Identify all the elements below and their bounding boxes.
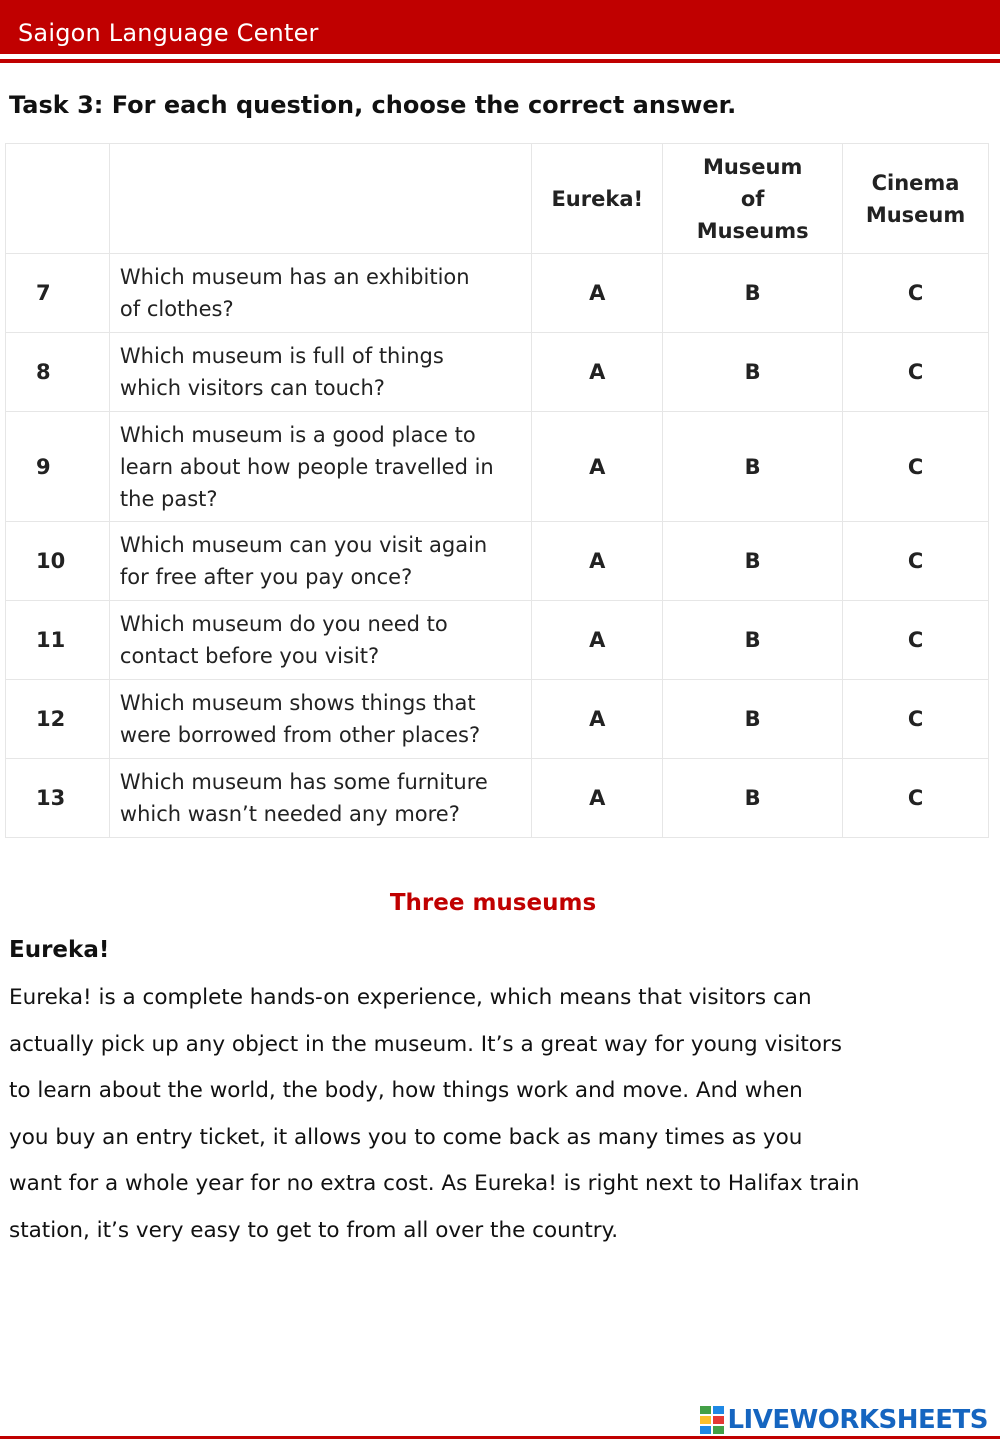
- passage-line: station, it’s very easy to get to from all over the country.: [9, 1217, 619, 1243]
- column-header-line: Eureka!: [551, 186, 644, 211]
- question-text-line: Which museum has some furniture: [119, 770, 488, 794]
- answer-option-b[interactable]: B: [663, 333, 843, 412]
- answer-option-a[interactable]: A: [532, 412, 663, 522]
- column-header-line: of: [740, 186, 765, 211]
- question-text: [109, 522, 531, 601]
- answer-option-c[interactable]: C: [843, 412, 989, 522]
- question-number: 9: [6, 412, 110, 522]
- question-text-line: which wasn’t needed any more?: [119, 802, 460, 826]
- question-text-line: for free after you pay once?: [119, 565, 413, 589]
- answer-option-c[interactable]: C: [843, 759, 989, 838]
- column-header-line: Museum: [865, 202, 966, 227]
- question-text-line: of clothes?: [119, 297, 234, 321]
- column-header-museum-of-museums: [663, 144, 843, 254]
- question-text-line: learn about how people travelled in: [119, 454, 494, 479]
- question-text-line: were borrowed from other places?: [119, 723, 481, 747]
- column-header-line: Museums: [696, 218, 809, 243]
- answer-option-a[interactable]: A: [532, 601, 663, 680]
- question-number: 12: [6, 680, 110, 759]
- passage-body: [9, 975, 984, 1255]
- answer-option-a[interactable]: A: [532, 522, 663, 601]
- question-text: [109, 759, 531, 838]
- table-row: [6, 522, 989, 601]
- footer-divider: [0, 1436, 1000, 1439]
- column-header-eureka: [532, 144, 663, 254]
- passage-line: to learn about the world, the body, how things work and move. And when: [9, 1078, 803, 1104]
- question-text-line: Which museum is a good place to: [119, 422, 476, 447]
- answer-option-a[interactable]: A: [532, 680, 663, 759]
- logo-text: LIVEWORKSHEETS: [727, 1405, 988, 1435]
- answer-option-c[interactable]: C: [843, 680, 989, 759]
- answer-option-a[interactable]: A: [532, 759, 663, 838]
- answer-option-a[interactable]: A: [532, 254, 663, 333]
- question-table: [5, 143, 989, 838]
- table-row: [6, 601, 989, 680]
- question-text-line: the past?: [119, 486, 218, 511]
- passage-line: Eureka! is a complete hands-on experience, which means that visitors can: [9, 985, 812, 1010]
- section-heading-eureka: Eureka!: [9, 937, 110, 963]
- passage-title: Three museums: [389, 890, 597, 916]
- answer-option-b[interactable]: B: [663, 759, 843, 838]
- header-bar: [0, 0, 1000, 54]
- question-text-line: contact before you visit?: [119, 644, 380, 668]
- question-number: 13: [6, 759, 110, 838]
- header-title: Saigon Language Center: [18, 19, 319, 47]
- question-text: [109, 333, 531, 412]
- question-text: [109, 601, 531, 680]
- header-divider: [0, 59, 1000, 63]
- answer-option-a[interactable]: A: [532, 333, 663, 412]
- question-number: 11: [6, 601, 110, 680]
- answer-option-b[interactable]: B: [663, 412, 843, 522]
- table-row: [6, 680, 989, 759]
- question-text-line: Which museum shows things that: [119, 691, 476, 715]
- answer-option-c[interactable]: C: [843, 601, 989, 680]
- question-text: [109, 254, 531, 333]
- table-row: [6, 254, 989, 333]
- liveworksheets-logo-icon: [700, 1406, 724, 1434]
- question-number: 8: [6, 333, 110, 412]
- passage-line: you buy an entry ticket, it allows you to come back as many times as you: [9, 1124, 803, 1150]
- answer-option-b[interactable]: B: [663, 680, 843, 759]
- table-row: [6, 412, 989, 522]
- answer-option-b[interactable]: B: [663, 601, 843, 680]
- answer-option-b[interactable]: B: [663, 254, 843, 333]
- table-header-row: [6, 144, 989, 254]
- question-number: 10: [6, 522, 110, 601]
- answer-option-c[interactable]: C: [843, 522, 989, 601]
- question-text-line: Which museum has an exhibition: [119, 265, 470, 289]
- question-text-line: Which museum can you visit again: [119, 533, 488, 557]
- question-text-line: Which museum is full of things: [119, 344, 444, 368]
- question-text-line: which visitors can touch?: [119, 376, 385, 400]
- answer-option-c[interactable]: C: [843, 333, 989, 412]
- table-row: [6, 759, 989, 838]
- table-header-empty: [6, 144, 110, 254]
- question-number: 7: [6, 254, 110, 333]
- question-text: [109, 680, 531, 759]
- question-text: [109, 412, 531, 522]
- answer-option-b[interactable]: B: [663, 522, 843, 601]
- answer-option-c[interactable]: C: [843, 254, 989, 333]
- table-row: [6, 333, 989, 412]
- liveworksheets-logo[interactable]: [700, 1403, 988, 1437]
- passage-line: actually pick up any object in the museum. It’s a great way for young visitors: [9, 1031, 842, 1057]
- task-title: Task 3: For each question, choose the correct answer.: [9, 91, 737, 119]
- passage-line: want for a whole year for no extra cost. As Eureka! is right next to Halifax train: [9, 1171, 860, 1197]
- table-header-empty: [109, 144, 531, 254]
- column-header-cinema-museum: [843, 144, 989, 254]
- question-text-line: Which museum do you need to: [119, 612, 448, 636]
- column-header-line: Museum: [702, 154, 803, 179]
- column-header-line: Cinema: [871, 170, 960, 195]
